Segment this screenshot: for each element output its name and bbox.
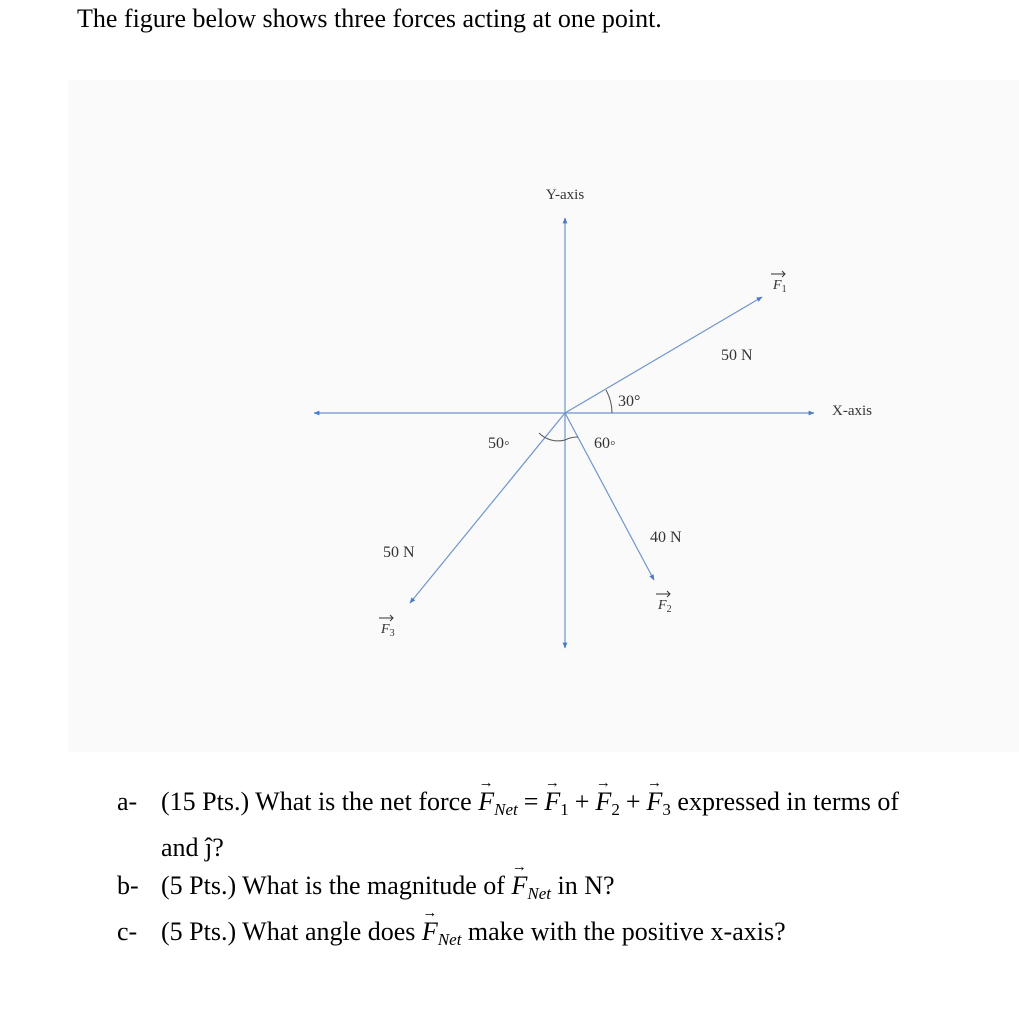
question-b-text-after: in N? — [550, 871, 615, 900]
question-a-text-before: (15 Pts.) What is the net force — [161, 787, 479, 816]
question-c: c- (5 Pts.) What angle does → $F_{Net}$ make with the positive x-axis? — [117, 913, 1019, 959]
angle-label-50: 50◦ — [488, 435, 510, 452]
question-a-text-after: expressed in terms of — [670, 787, 900, 816]
question-a: a- (15 Pts.) What is the net force → $F_{Net} =\to F1 +\to F2 +\to F3$ expressed in terms of and ĵ? — [117, 783, 1019, 867]
force-2-label — [656, 591, 672, 615]
question-a-letter: a- — [117, 787, 138, 816]
force-2-magnitude: 40 N — [650, 529, 682, 546]
question-b: b- (5 Pts.) What is the magnitude of → $F_{Net}$ in N? — [117, 867, 1019, 913]
question-b-text-before: (5 Pts.) What is the magnitude of — [161, 871, 512, 900]
force-2-symbol: → F — [595, 783, 611, 821]
force-1-label — [771, 271, 787, 295]
svg-text:F2: → $F_2$ — [657, 598, 672, 615]
question-b-letter: b- — [117, 871, 139, 900]
intro-text: The figure below shows three forces acting at one point. — [77, 4, 662, 33]
angle-arc-60 — [565, 437, 578, 440]
force-1-symbol: → F — [544, 783, 560, 821]
question-a-line2: and ĵ? — [161, 833, 224, 862]
angle-arc-30 — [606, 390, 612, 413]
y-axis-label: Y-axis — [545, 187, 585, 203]
question-c-text-after: make with the positive x-axis? — [461, 917, 786, 946]
net-force-symbol: → F — [478, 783, 494, 821]
svg-text:F1: → $F_1$ — [772, 278, 787, 295]
angle-label-30: 30° — [618, 393, 641, 410]
force-3-label — [379, 615, 395, 639]
x-axis-label: X-axis — [832, 403, 872, 419]
question-c-letter: c- — [117, 917, 138, 946]
question-list — [117, 783, 1019, 959]
question-c-text-before: (5 Pts.) What angle does — [161, 917, 422, 946]
angle-label-60: 60◦ — [594, 435, 616, 452]
svg-text:F3: → $F_3$ — [380, 622, 395, 639]
net-force-symbol: → F — [511, 867, 527, 905]
force-3-magnitude: 50 N — [383, 544, 415, 561]
net-force-symbol: → F — [422, 913, 438, 951]
force-3-symbol: → F — [647, 783, 663, 821]
force-1-magnitude: 50 N — [721, 347, 753, 364]
